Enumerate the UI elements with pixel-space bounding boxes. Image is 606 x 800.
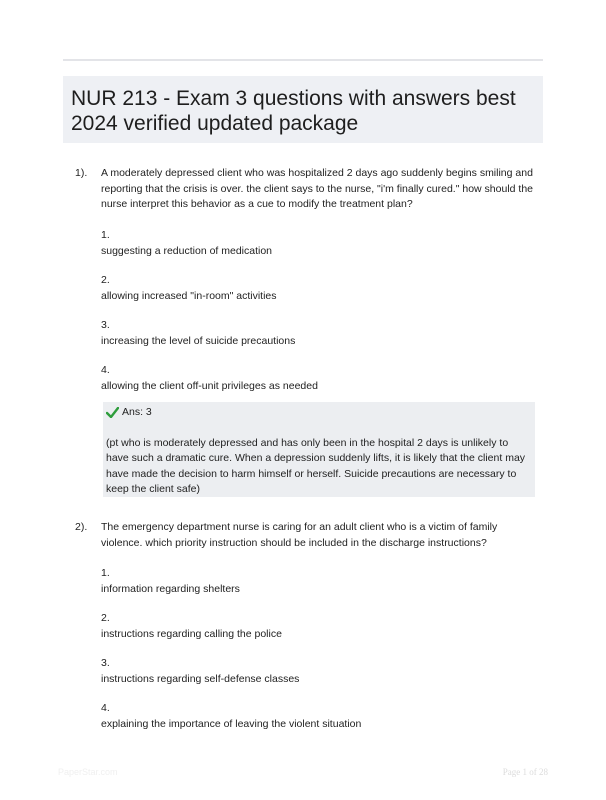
option-number: 1. bbox=[101, 229, 110, 241]
question-number: 1). bbox=[75, 167, 88, 179]
option-number: 2. bbox=[101, 274, 110, 286]
title-line-1: NUR 213 - Exam 3 questions with answers best bbox=[71, 87, 516, 110]
answer-explanation: (pt who is moderately depressed and has only been in the hospital 2 days is unlikely to have such a dramatic cure. When a depression suddenly lifts, it is likely that the client may have made the decision to harm himself or herself. Suicide precautions are necessary to keep the client safe) bbox=[106, 436, 526, 495]
option-text: increasing the level of suicide precautions bbox=[101, 334, 296, 347]
answer-box bbox=[103, 402, 535, 497]
option-3 bbox=[101, 656, 535, 687]
option-text: allowing the client off-unit privileges as needed bbox=[101, 379, 318, 392]
option-number: 4. bbox=[101, 364, 110, 376]
option-number: 3. bbox=[101, 319, 110, 331]
question-text: A moderately depressed client who was hospitalized 2 days ago suddenly begins smiling and reporting that the crisis is over. the client says to the nurse, "i'm finally cured." how should the nurse interpret this behavior as a cue to modify the treatment plan? bbox=[101, 167, 534, 210]
title-banner bbox=[63, 76, 543, 143]
option-text: instructions regarding self-defense classes bbox=[101, 672, 300, 685]
option-text: instructions regarding calling the police bbox=[101, 627, 282, 640]
top-divider bbox=[63, 59, 543, 61]
option-text: allowing increased "in-room" activities bbox=[101, 289, 277, 302]
option-4 bbox=[101, 701, 535, 732]
option-text: information regarding shelters bbox=[101, 582, 240, 595]
option-number: 2. bbox=[101, 612, 110, 624]
option-4 bbox=[101, 363, 535, 394]
option-number: 4. bbox=[101, 702, 110, 714]
option-text: explaining the importance of leaving the violent situation bbox=[101, 717, 362, 730]
question-text: The emergency department nurse is caring for an adult client who is a victim of family violence. which priority instruction should be included in the discharge instructions? bbox=[101, 521, 498, 549]
question-number: 2). bbox=[75, 521, 88, 533]
title-line-2: 2024 verified updated package bbox=[71, 112, 359, 135]
document-title bbox=[71, 86, 533, 136]
option-1 bbox=[101, 566, 535, 597]
option-2 bbox=[101, 273, 535, 304]
option-3 bbox=[101, 318, 535, 349]
footer-watermark: PaperStar.com bbox=[58, 767, 118, 777]
option-1 bbox=[101, 228, 535, 259]
option-text: suggesting a reduction of medication bbox=[101, 244, 273, 257]
page-number: Page 1 of 28 bbox=[502, 767, 548, 777]
answer-label: Ans: 3 bbox=[122, 406, 152, 418]
checkmark-icon bbox=[106, 407, 119, 418]
option-2 bbox=[101, 611, 535, 642]
answer-row bbox=[106, 405, 531, 421]
option-number: 1. bbox=[101, 567, 110, 579]
option-number: 3. bbox=[101, 657, 110, 669]
